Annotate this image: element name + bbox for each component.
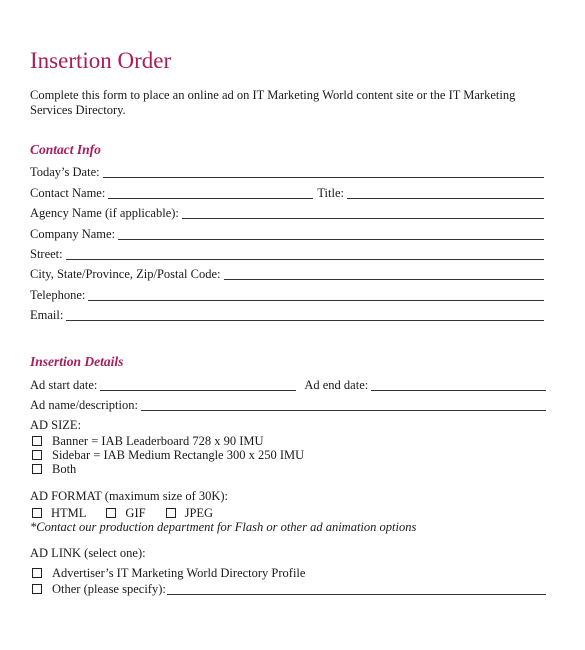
contact-name-label: Contact Name: xyxy=(30,186,106,200)
start-date-label: Ad start date: xyxy=(30,378,98,392)
ad-dates-row xyxy=(30,378,550,393)
city-label: City, State/Province, Zip/Postal Code: xyxy=(30,267,221,281)
format-option-label: JPEG xyxy=(184,506,214,520)
company-label: Company Name: xyxy=(30,227,116,241)
checkbox-icon[interactable] xyxy=(32,450,42,460)
end-date-label: Ad end date: xyxy=(304,378,369,392)
todays-date-label: Today’s Date: xyxy=(30,165,100,179)
format-note: *Contact our production department for Flash or other ad animation options xyxy=(30,520,417,534)
title-label: Title: xyxy=(317,186,344,200)
ad-name-field[interactable] xyxy=(30,398,550,413)
agency-label: Agency Name (if applicable): xyxy=(30,206,179,220)
ad-size-label: AD SIZE: xyxy=(30,418,82,432)
insertion-details-heading: Insertion Details xyxy=(30,354,124,369)
checkbox-icon[interactable] xyxy=(32,508,42,518)
intro-text: Complete this form to place an online ad on IT Marketing World content site or the IT Marketing Services Directory. xyxy=(30,88,516,117)
link-option-label: Advertiser’s IT Marketing World Directory Profile xyxy=(52,566,306,580)
checkbox-icon[interactable] xyxy=(32,464,42,474)
city-field[interactable] xyxy=(30,267,548,282)
email-label: Email: xyxy=(30,308,64,322)
format-options xyxy=(30,507,231,520)
company-field[interactable] xyxy=(30,227,548,242)
page-title: Insertion Order xyxy=(30,48,172,73)
start-date-line[interactable] xyxy=(100,379,296,391)
telephone-label: Telephone: xyxy=(30,288,86,302)
format-option-label: HTML xyxy=(51,506,87,520)
format-option-gif[interactable] xyxy=(104,507,145,520)
email-line[interactable] xyxy=(66,309,544,321)
format-option-html[interactable] xyxy=(30,507,86,520)
agency-line[interactable] xyxy=(182,207,544,219)
size-option-banner[interactable] xyxy=(30,435,264,448)
link-option-label: Other (please specify): xyxy=(52,582,166,596)
ad-format-label: AD FORMAT (maximum size of 30K): xyxy=(30,489,229,503)
link-option-profile[interactable] xyxy=(30,567,305,580)
telephone-line[interactable] xyxy=(88,289,544,301)
checkbox-icon[interactable] xyxy=(32,584,42,594)
ad-name-line[interactable] xyxy=(141,399,546,411)
company-line[interactable] xyxy=(118,228,544,240)
contact-name-line[interactable] xyxy=(108,187,313,199)
link-option-other[interactable] xyxy=(30,583,550,596)
ad-link-label: AD LINK (select one): xyxy=(30,546,146,560)
street-label: Street: xyxy=(30,247,63,261)
street-line[interactable] xyxy=(66,248,544,260)
size-option-sidebar[interactable] xyxy=(30,449,304,462)
size-option-both[interactable] xyxy=(30,463,76,476)
format-option-jpeg[interactable] xyxy=(164,507,213,520)
contact-name-row xyxy=(30,186,548,201)
size-option-label: Sidebar = IAB Medium Rectangle 300 x 250 IMU xyxy=(52,448,305,462)
agency-field[interactable] xyxy=(30,206,548,221)
email-field[interactable] xyxy=(30,308,548,323)
ad-name-label: Ad name/description: xyxy=(30,398,138,412)
contact-info-heading: Contact Info xyxy=(30,142,101,157)
title-line[interactable] xyxy=(347,187,544,199)
street-field[interactable] xyxy=(30,247,548,262)
todays-date-field[interactable] xyxy=(30,165,548,180)
checkbox-icon[interactable] xyxy=(32,436,42,446)
todays-date-line[interactable] xyxy=(103,166,544,178)
checkbox-icon[interactable] xyxy=(166,508,176,518)
size-option-label: Both xyxy=(52,462,77,476)
checkbox-icon[interactable] xyxy=(32,568,42,578)
checkbox-icon[interactable] xyxy=(106,508,116,518)
other-specify-line[interactable] xyxy=(167,583,546,595)
city-line[interactable] xyxy=(224,268,545,280)
telephone-field[interactable] xyxy=(30,288,548,303)
format-option-label: GIF xyxy=(125,506,146,520)
end-date-line[interactable] xyxy=(371,379,546,391)
size-option-label: Banner = IAB Leaderboard 728 x 90 IMU xyxy=(52,434,264,448)
